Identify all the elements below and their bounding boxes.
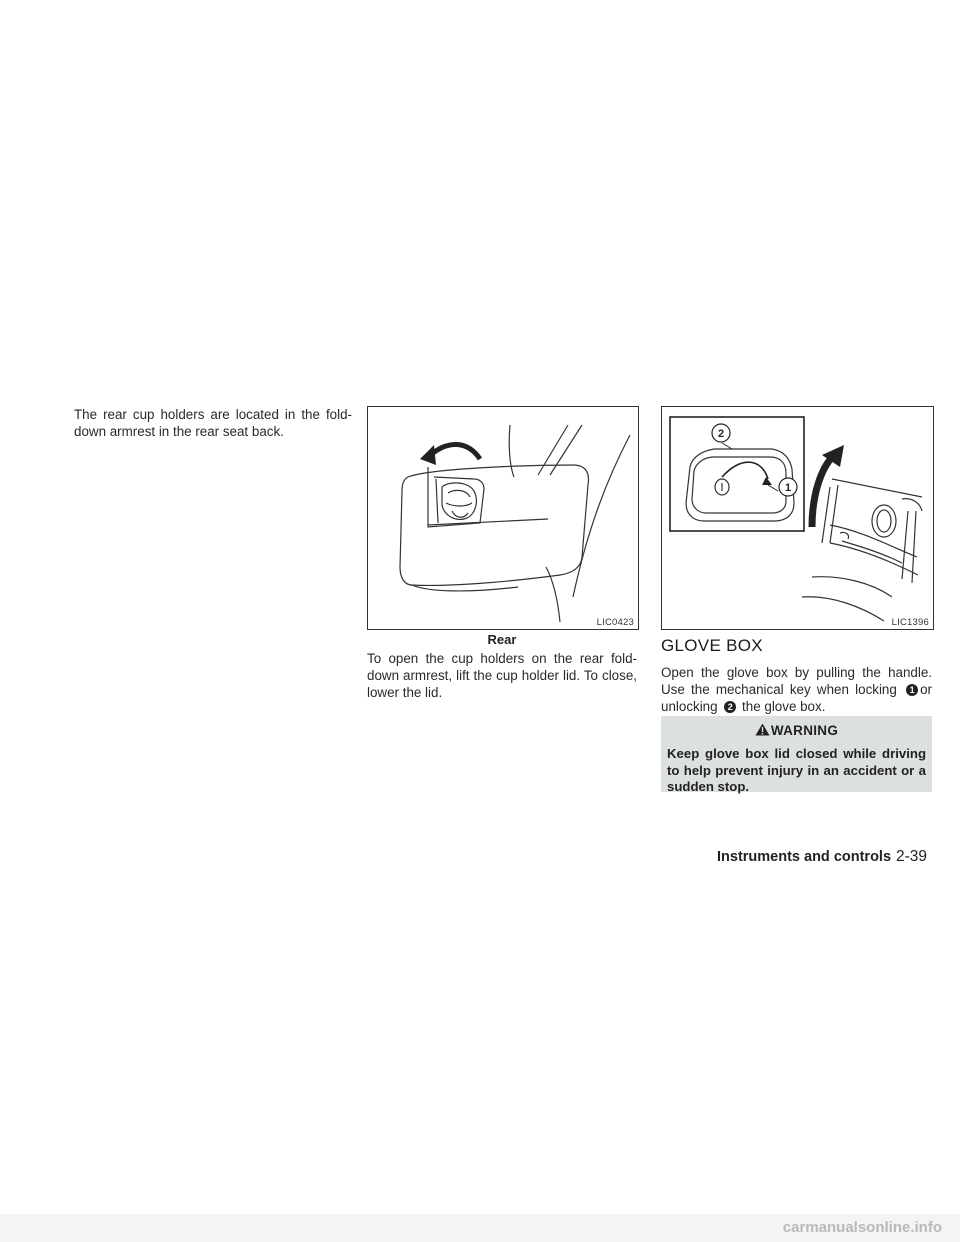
glove-box-illustration [662, 407, 933, 629]
rear-cup-holder-intro: The rear cup holders are located in the fold-down armrest in the rear seat back. [74, 407, 352, 439]
rear-cup-holder-figure [367, 406, 639, 630]
glove-box-heading: GLOVE BOX [661, 636, 763, 655]
warning-box [661, 716, 932, 792]
figure-code: LIC1396 [891, 617, 929, 628]
glove-box-text-part2: or unlocking [661, 682, 932, 714]
figure-caption: Rear [487, 632, 517, 647]
warning-header [661, 716, 932, 738]
callout-2: 2 [717, 428, 725, 440]
glove-box-text-part3: the glove box. [742, 699, 826, 714]
warning-title: WARNING [770, 723, 839, 738]
glove-box-text-part1: Open the glove box by pulling the handle. Use the mechanical key when locking [661, 665, 932, 697]
marker-1: 1 [906, 684, 918, 696]
marker-2: 2 [724, 701, 736, 713]
cup-holder-instructions: To open the cup holders on the rear fold-down armrest, lift the cup holder lid. To close, lower the lid. [367, 651, 637, 700]
watermark-bar [0, 1214, 960, 1242]
warning-icon [755, 723, 770, 736]
figure-code: LIC0423 [596, 617, 634, 628]
glove-box-figure [661, 406, 934, 630]
callout-1: 1 [784, 482, 792, 494]
footer-section-title: Instruments and controls [717, 849, 892, 865]
glove-box-text [661, 664, 932, 715]
footer-page-number: 2-39 [896, 848, 928, 865]
warning-text: Keep glove box lid closed while driving to help prevent injury in an accident or a sudden stop. [667, 746, 926, 794]
watermark-text: carmanualsonline.info [782, 1219, 942, 1236]
armrest-illustration [368, 407, 638, 629]
